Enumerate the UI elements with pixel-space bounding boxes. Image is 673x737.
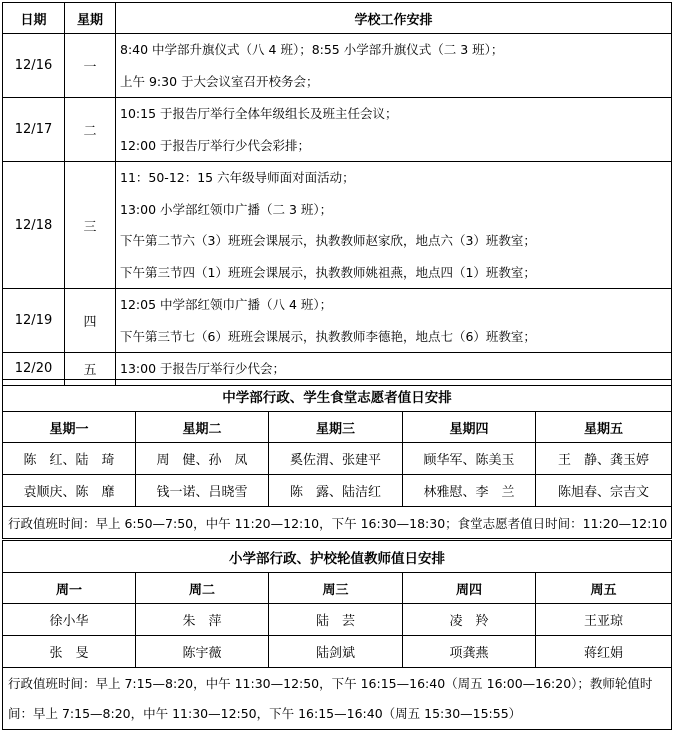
table-row bbox=[3, 443, 672, 475]
weekday-cell: 五 bbox=[65, 353, 116, 386]
table-row bbox=[3, 604, 672, 636]
weekday-cell: 三 bbox=[65, 162, 116, 289]
table-row bbox=[3, 34, 672, 98]
duty-cell: 项龚燕 bbox=[403, 636, 536, 668]
date-cell: 12/16 bbox=[3, 34, 65, 98]
middle-duty-time-note: 行政值班时间：早上 6:50—7:50，中午 11:20—12:10，下午 16:30—18:30；食堂志愿者值日时间：11:20—12:10 bbox=[3, 507, 672, 539]
task-item: 12:05 中学部红领巾广播（八 4 班）； bbox=[120, 297, 333, 312]
header-date: 日期 bbox=[3, 3, 65, 34]
primary-duty-time-row bbox=[3, 668, 672, 730]
weekday-cell: 一 bbox=[65, 34, 116, 98]
weekday-header: 星期五 bbox=[536, 412, 672, 443]
duty-cell: 林雅慰、李 兰 bbox=[403, 475, 536, 507]
duty-cell: 陈宇薇 bbox=[136, 636, 269, 668]
task-item: 11：50-12：15 六年级导师面对面活动； bbox=[120, 170, 355, 185]
date-cell: 12/20 bbox=[3, 353, 65, 386]
tasks-cell bbox=[116, 34, 672, 98]
weekday-header: 周五 bbox=[536, 573, 672, 604]
primary-duty-time-note bbox=[3, 668, 672, 730]
duty-cell: 奚佐渭、张建平 bbox=[269, 443, 403, 475]
middle-duty-title: 中学部行政、学生食堂志愿者值日安排 bbox=[3, 380, 672, 412]
middle-duty-time-row bbox=[3, 507, 672, 539]
table-row bbox=[3, 636, 672, 668]
weekday-header: 星期四 bbox=[403, 412, 536, 443]
table-row bbox=[3, 162, 672, 289]
duty-cell: 陆 芸 bbox=[269, 604, 403, 636]
task-item: 8:40 中学部升旗仪式（八 4 班）；8:55 小学部升旗仪式（二 3 班）； bbox=[120, 42, 504, 57]
school-work-table bbox=[2, 2, 672, 386]
primary-duty-title-row bbox=[3, 541, 672, 573]
weekday-header: 星期三 bbox=[269, 412, 403, 443]
table-row bbox=[3, 475, 672, 507]
task-item: 下午第二节六（3）班班会课展示，执教教师赵家欣，地点六（3）班教室； bbox=[120, 233, 536, 248]
duty-cell: 陈 红、陆 琦 bbox=[3, 443, 136, 475]
middle-duty-table bbox=[2, 379, 672, 539]
task-item: 上午 9:30 于大会议室召开校务会； bbox=[120, 73, 319, 89]
primary-duty-table bbox=[2, 540, 672, 730]
header-weekday: 星期 bbox=[65, 3, 116, 34]
table-row bbox=[3, 98, 672, 162]
primary-duty-title: 小学部行政、护校轮值教师值日安排 bbox=[3, 541, 672, 573]
task-item: 下午第三节四（1）班班会课展示，执教教师姚祖燕，地点四（1）班教室； bbox=[120, 264, 536, 280]
weekday-header: 周一 bbox=[3, 573, 136, 604]
duty-cell: 顾华军、陈美玉 bbox=[403, 443, 536, 475]
date-cell: 12/17 bbox=[3, 98, 65, 162]
task-item: 13:00 小学部红领巾广播（二 3 班）； bbox=[120, 201, 333, 217]
task-item: 13:00 于报告厅举行少代会； bbox=[120, 361, 285, 376]
duty-cell: 王亚琼 bbox=[536, 604, 672, 636]
duty-cell: 钱一诺、吕晓雪 bbox=[136, 475, 269, 507]
school-work-header-row bbox=[3, 3, 672, 34]
weekday-header: 星期一 bbox=[3, 412, 136, 443]
duty-cell: 陆剑斌 bbox=[269, 636, 403, 668]
duty-cell: 陈 露、陆洁红 bbox=[269, 475, 403, 507]
duty-cell: 张 旻 bbox=[3, 636, 136, 668]
duty-cell: 凌 羚 bbox=[403, 604, 536, 636]
weekday-header: 周二 bbox=[136, 573, 269, 604]
task-item: 10:15 于报告厅举行全体年级组长及班主任会议； bbox=[120, 106, 398, 121]
middle-duty-title-row bbox=[3, 380, 672, 412]
primary-duty-time-line: 间：早上 7:15—8:20，中午 11:30—12:50，下午 16:15—16:40（周五 15:30—15:55） bbox=[8, 705, 522, 721]
date-cell: 12/18 bbox=[3, 162, 65, 289]
primary-duty-header-row bbox=[3, 573, 672, 604]
weekday-header: 周三 bbox=[269, 573, 403, 604]
date-cell: 12/19 bbox=[3, 289, 65, 353]
weekday-header: 周四 bbox=[403, 573, 536, 604]
duty-cell: 王 静、龚玉婷 bbox=[536, 443, 672, 475]
primary-duty-time-line: 行政值班时间：早上 7:15—8:20，中午 11:30—12:50，下午 16:15—16:40（周五 16:00—16:20）；教师轮值时 bbox=[8, 675, 653, 691]
tasks-cell bbox=[116, 289, 672, 353]
task-item: 下午第三节七（6）班班会课展示，执教教师李德艳，地点七（6）班教室； bbox=[120, 328, 536, 344]
weekday-cell: 二 bbox=[65, 98, 116, 162]
duty-cell: 徐小华 bbox=[3, 604, 136, 636]
weekday-header: 星期二 bbox=[136, 412, 269, 443]
duty-cell: 朱 萍 bbox=[136, 604, 269, 636]
duty-cell: 周 健、孙 凤 bbox=[136, 443, 269, 475]
tasks-cell bbox=[116, 162, 672, 289]
table-row bbox=[3, 289, 672, 353]
header-work: 学校工作安排 bbox=[116, 3, 672, 34]
middle-duty-header-row bbox=[3, 412, 672, 443]
duty-cell: 袁顺庆、陈 靡 bbox=[3, 475, 136, 507]
duty-cell: 陈旭春、宗吉文 bbox=[536, 475, 672, 507]
weekday-cell: 四 bbox=[65, 289, 116, 353]
task-item: 12:00 于报告厅举行少代会彩排； bbox=[120, 137, 310, 153]
duty-cell: 蒋红娟 bbox=[536, 636, 672, 668]
tasks-cell bbox=[116, 98, 672, 162]
